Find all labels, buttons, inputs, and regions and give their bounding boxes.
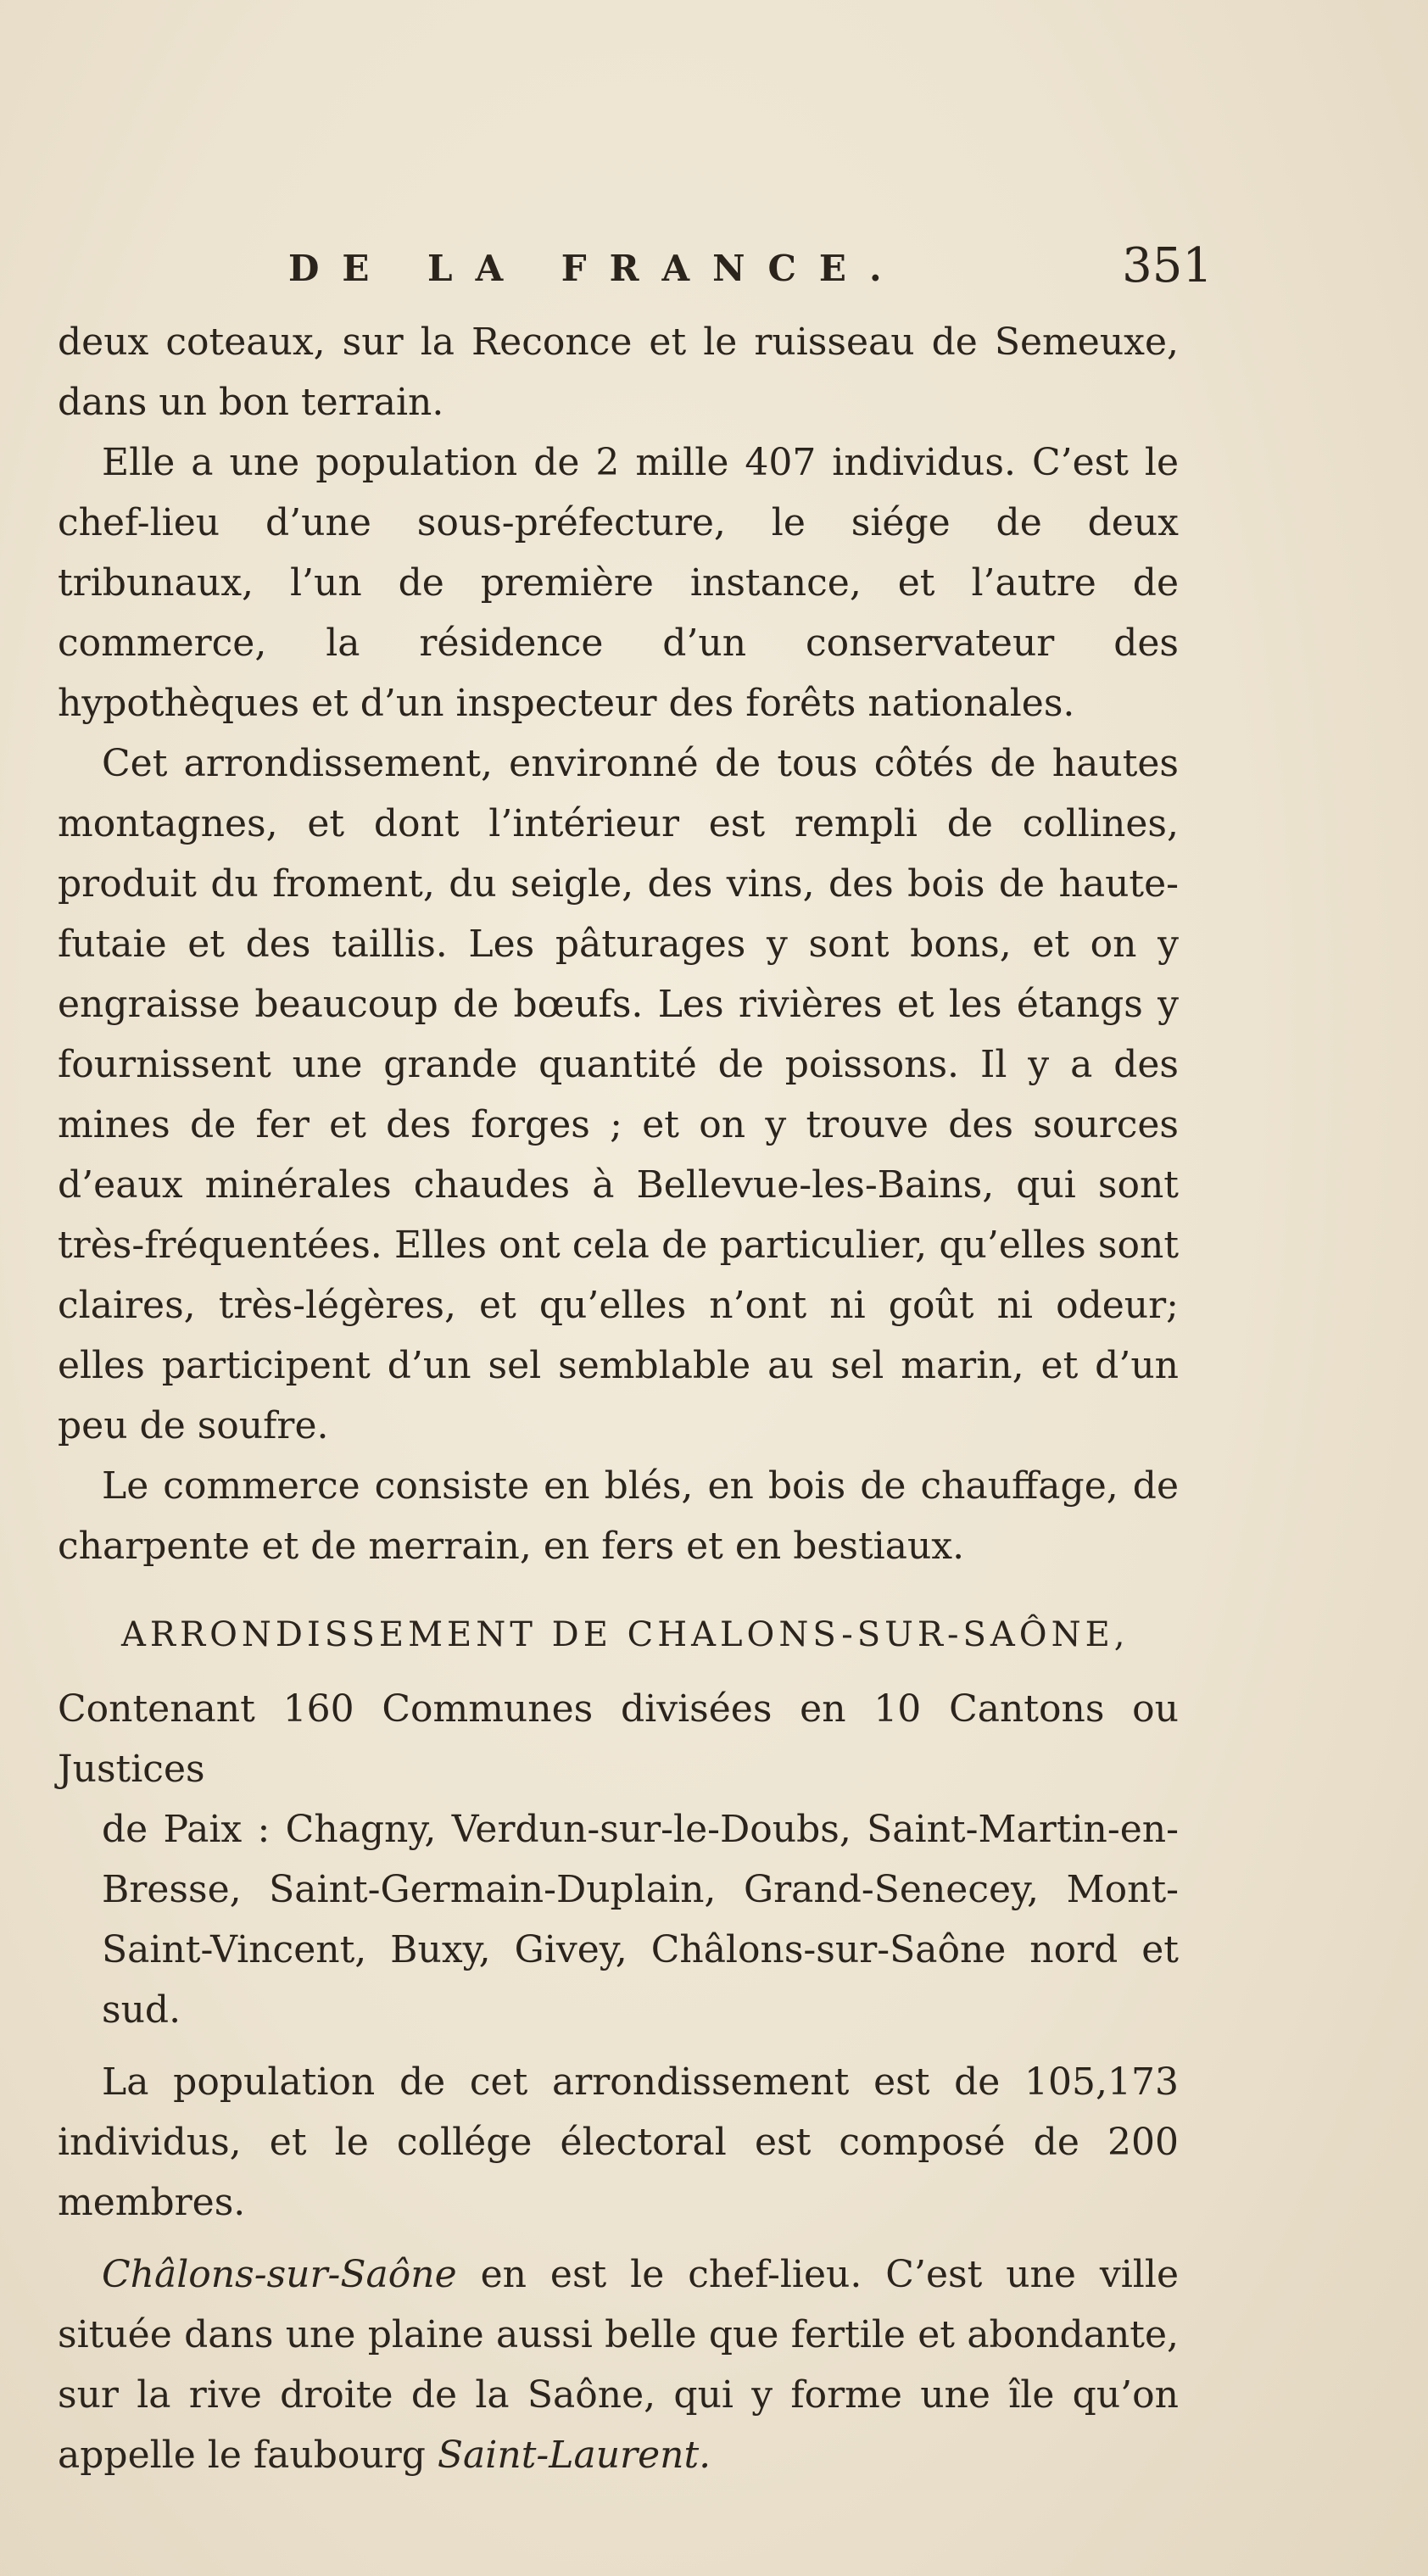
faubourg-name: Saint-Laurent. — [437, 2434, 711, 2477]
paragraph-commerce: Le commerce consiste en blés, en bois de chauffage, de charpente et de merrain, en fers et en bestiaux. — [58, 1464, 1179, 1568]
page-number: 351 — [1122, 238, 1213, 293]
paragraph-population-arrondissement: La population de cet arrondissement est de 105,173 individus, et le collége électoral est composé de 200 membres. — [58, 2060, 1179, 2224]
paragraph-chief-town — [58, 2244, 1179, 2485]
page-header — [288, 239, 1213, 298]
paragraph-arrondissement: Cet arrondissement, environné de tous côtés de hautes montagnes, et dont l’intérieur est rempli de collines, produit du froment, du seigle, des vins, des bois de haute-futaie et des taillis. Les pâturages y sont bons, et on y engraisse beaucoup de bœufs. Les rivières et les étangs y fournissent une grande quantité de poissons. Il y a des mines de fer et des forges ; et on y trouve des sources d’eaux minérales chaudes à Bellevue-les-Bains, qui sont très-fréquentées. Elles ont cela de particulier, qu’elles sont claires, très-légères, et qu’elles n’ont ni goût ni odeur; elles participent d’un sel semblable au sel marin, et d’un peu de soufre. — [58, 742, 1179, 1447]
chief-town-text: en est le chef-lieu. C’est une ville située dans une plaine aussi belle que fertile et abondante, sur la rive droite de la Saône, qui y forme une île qu’on appelle le faubourg — [58, 2253, 1179, 2477]
paragraph-continuation: deux coteaux, sur la Reconce et le ruisseau de Semeuxe, dans un bon terrain. — [58, 321, 1179, 424]
chief-town-name: Châlons-sur-Saône — [102, 2253, 457, 2296]
cantons-first-line: Contenant 160 Communes divisées en 10 Cantons ou Justices — [58, 1687, 1179, 1791]
section-heading: ARRONDISSEMENT DE CHALONS-SUR-SAÔNE, — [121, 1615, 1130, 1654]
cantons-list: de Paix : Chagny, Verdun-sur-le-Doubs, Saint-Martin-en-Bresse, Saint-Germain-Duplain, Grand-Senecey, Mont-Saint-Vincent, Buxy, Givey, Châlons-sur-Saône nord et sud. — [102, 1808, 1179, 2032]
paragraph-population: Elle a une population de 2 mille 407 individus. C’est le chef-lieu d’une sous-préfecture, le siége de deux tribunaux, l’un de première instance, et l’autre de commerce, la résidence d’un conservateur des hypothèques et d’un inspecteur des forêts nationales. — [58, 441, 1179, 725]
running-title: DE LA FRANCE. — [288, 248, 905, 289]
cantons-paragraph — [58, 1679, 1179, 2040]
body-text — [58, 312, 1179, 2485]
